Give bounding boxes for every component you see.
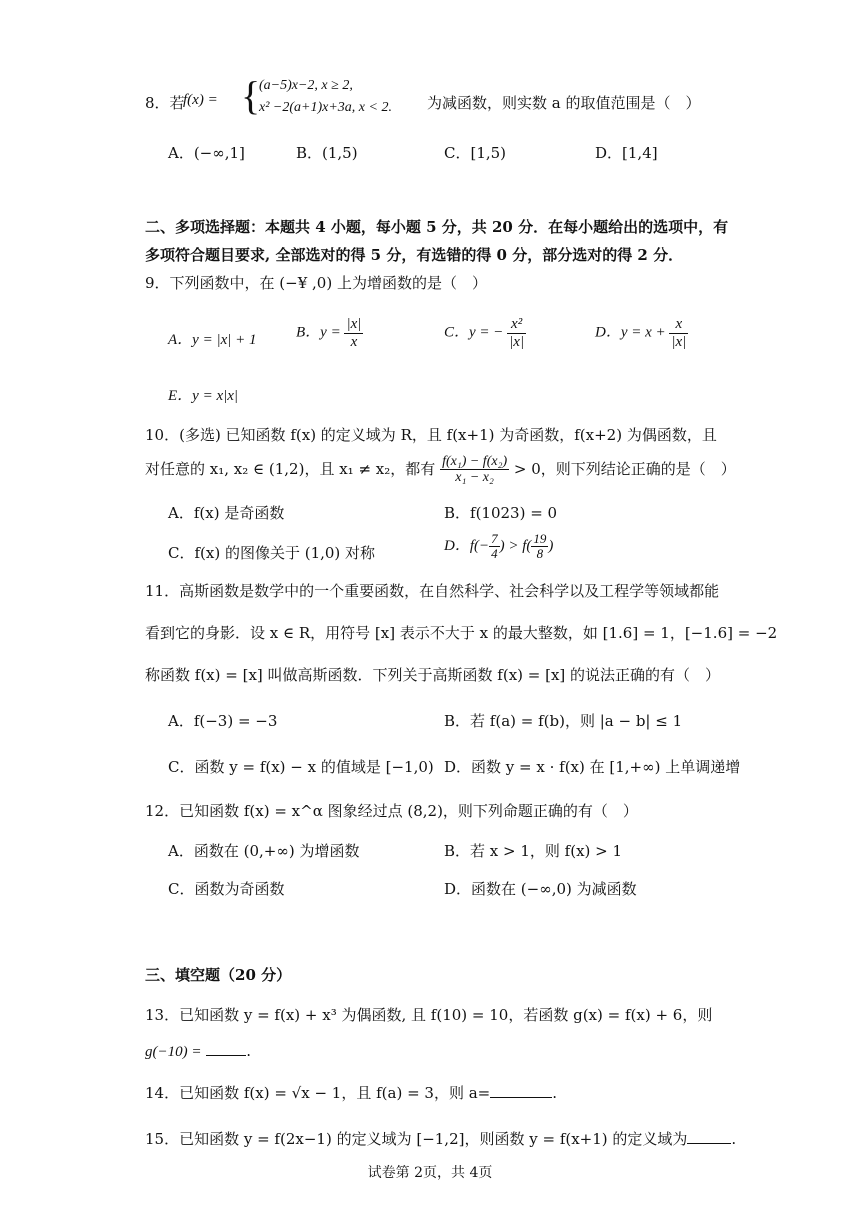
q9-option-c: [444, 316, 526, 350]
q11-option-b: B．若 f(a) = f(b)，则 |a − b| ≤ 1: [444, 712, 683, 730]
q9-d-den: |x|: [671, 333, 687, 350]
q15-text: 15．已知函数 y = f(2x−1) 的定义域为 [−1,2]，则函数 y = f(x+1) 的定义域为: [145, 1130, 688, 1148]
q9-option-d: [595, 316, 688, 350]
q8-case1: (a−5)x−2, x ≥ 2,: [259, 78, 353, 93]
q8-brace: {: [241, 73, 261, 118]
q13-line2: g(−10) = .: [145, 1042, 252, 1060]
q10-d-d2: 8: [536, 546, 544, 562]
q10-line2-post: > 0，则下列结论正确的是（ ）: [513, 459, 736, 478]
q11-line3: 称函数 f(x) = [x] 叫做高斯函数．下列关于高斯函数 f(x) = [x] 的说法正确的有（ ）: [145, 666, 721, 684]
q8-option-d: D．[1,4]: [595, 144, 658, 162]
q8-option-c: C．[1,5): [444, 144, 507, 162]
q15-answer-blank[interactable]: [687, 1143, 731, 1144]
q14: 14．已知函数 f(x) = √x − 1，且 f(a) = 3，则 a= .: [145, 1084, 558, 1102]
section3-title: 三、填空题（20 分）: [145, 966, 292, 984]
section2-line2: 多项符合题目要求, 全部选对的得 5 分，有选错的得 0 分，部分选对的得 2 分．: [145, 246, 684, 264]
q10-line2: [145, 454, 736, 486]
q11-option-c: C．函数 y = f(x) − x 的值域是 [−1,0): [168, 758, 434, 776]
q8-tail: 为减函数，则实数 a 的取值范围是（ ）: [427, 94, 701, 112]
q10-option-d: [444, 532, 553, 562]
q13-line2-text: g(−10) =: [145, 1044, 202, 1060]
q11-line1: 11．高斯函数是数学中的一个重要函数，在自然科学、社会科学以及工程学等领域都能: [145, 582, 720, 600]
q10-d-mid: ) > f(: [499, 538, 532, 555]
q8-case2: x² −2(a+1)x+3a, x < 2.: [259, 100, 392, 115]
q8-option-b: B．(1,5): [296, 144, 358, 162]
q12-option-a: A．函数在 (0,+∞) 为增函数: [168, 842, 360, 860]
q10-d-post: ): [548, 538, 554, 555]
q9-stem: 9．下列函数中，在 (−¥ ,0) 上为增函数的是（ ）: [145, 274, 487, 292]
page-footer: 试卷第 2页，共 4页: [367, 1165, 493, 1181]
q9-b-num: |x|: [346, 316, 362, 332]
q10-option-c: C．f(x) 的图像关于 (1,0) 对称: [168, 544, 376, 562]
q9-d-num: x: [669, 316, 688, 334]
q13-line1: 13．已知函数 y = f(x) + x³ 为偶函数, 且 f(10) = 10，若函数 g(x) = f(x) + 6，则: [145, 1006, 713, 1024]
q11-option-d: D．函数 y = x · f(x) 在 [1,+∞) 上单调递增: [444, 758, 741, 776]
q10-frac-den: x₁ − x₂: [455, 470, 494, 486]
q10-d-n1: 7: [491, 531, 498, 546]
q10-d-pre: D．f(−: [444, 538, 490, 555]
section2-line1: 二、多项选择题：本题共 4 小题，每小题 5 分，共 20 分．在每小题给出的选项中，有: [145, 218, 729, 236]
q11-line2: 看到它的身影．设 x ∈ R，用符号 [x] 表示不大于 x 的最大整数，如 [1.6] = 1，[−1.6] = −2: [145, 624, 778, 642]
q9-d-prefix: D．y = x +: [595, 324, 666, 341]
q9-c-den: |x|: [509, 333, 525, 350]
q14-answer-blank[interactable]: [490, 1097, 552, 1098]
q10-line1: 10．(多选) 已知函数 f(x) 的定义域为 R，且 f(x+1) 为奇函数，f(x+2) 为偶函数，且: [145, 426, 717, 444]
q9-c-prefix: C．y = −: [444, 324, 504, 341]
q10-line2-pre: 对任意的 x₁, x₂ ∈ (1,2)，且 x₁ ≠ x₂，都有: [145, 459, 436, 478]
q9-c-num: x²: [507, 316, 526, 334]
q8-func: f(x) =: [183, 92, 218, 108]
q10-d-n2: 19: [533, 531, 547, 546]
q12-option-d: D．函数在 (−∞,0) 为减函数: [444, 880, 637, 898]
q9-b-prefix: B．y =: [296, 324, 341, 341]
q9-option-b: [296, 316, 363, 350]
q10-d-d1: 4: [491, 546, 498, 562]
q8-option-a: A．(−∞,1]: [168, 144, 245, 162]
q15: 15．已知函数 y = f(2x−1) 的定义域为 [−1,2]，则函数 y = f(x+1) 的定义域为 .: [145, 1130, 737, 1148]
q9-b-den: x: [350, 333, 358, 350]
q10-option-a: A．f(x) 是奇函数: [168, 504, 285, 522]
q8-number: 8．若: [145, 94, 185, 112]
q12-option-c: C．函数为奇函数: [168, 880, 285, 898]
q12-stem: 12．已知函数 f(x) = x^α 图象经过点 (8,2)，则下列命题正确的有（ ）: [145, 802, 638, 820]
q9-option-e: E．y = x|x|: [168, 388, 239, 404]
q13-answer-blank[interactable]: [206, 1055, 246, 1056]
q14-text: 14．已知函数 f(x) = √x − 1，且 f(a) = 3，则 a=: [145, 1084, 491, 1102]
q12-option-b: B．若 x > 1，则 f(x) > 1: [444, 842, 623, 860]
q9-option-a: A．y = |x| + 1: [168, 332, 257, 348]
q10-frac-num: f(x₁) − f(x₂): [442, 454, 508, 469]
q11-option-a: A．f(−3) = −3: [168, 712, 278, 730]
q10-option-b: B．f(1023) = 0: [444, 504, 558, 522]
